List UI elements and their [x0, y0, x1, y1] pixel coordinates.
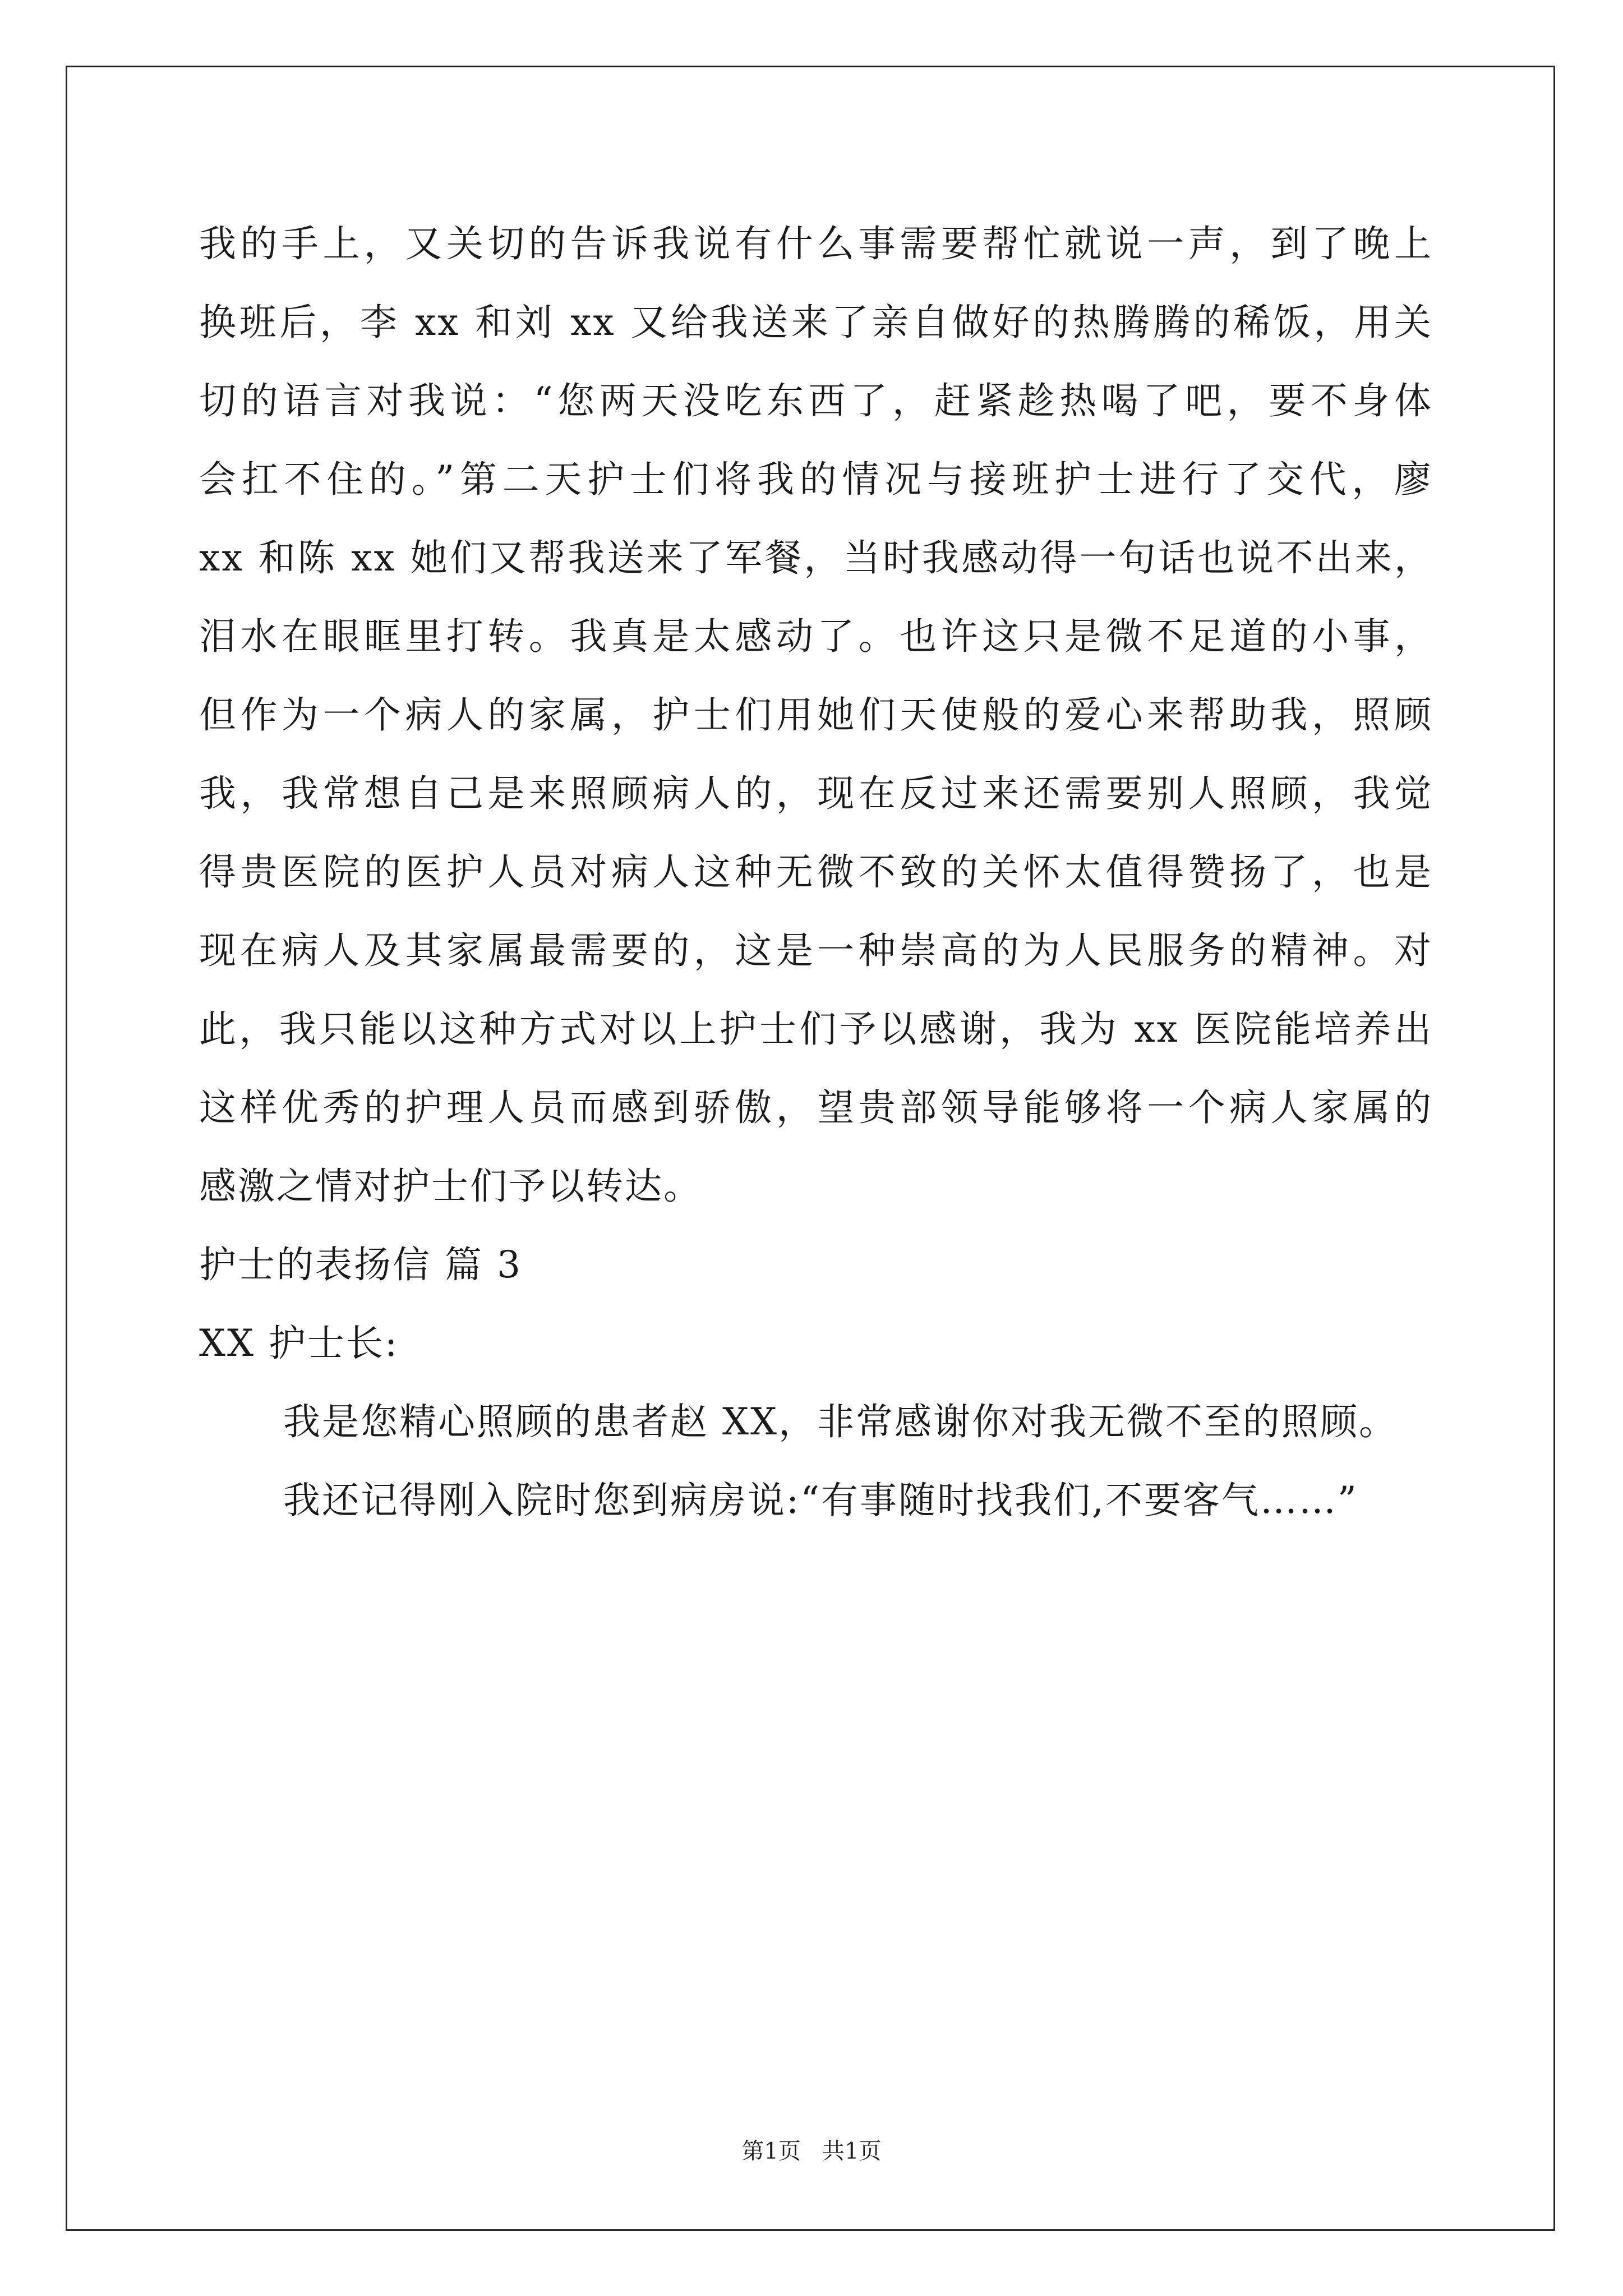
body-line: 此，我只能以这种方式对以上护士们予以感谢，我为 xx 医院能培养出 — [199, 1007, 1433, 1051]
body-line: 但作为一个病人的家属，护士们用她们天使般的爱心来帮助我，照顾 — [199, 693, 1433, 737]
page-footer: 第1页 共1页 — [741, 2138, 882, 2164]
body-line: 感激之情对护士们予以转达。 — [199, 1165, 702, 1208]
body-line: 泪水在眼眶里打转。我真是太感动了。也许这只是微不足道的小事， — [199, 615, 1433, 658]
body-line: 我，我常想自己是来照顾病人的，现在反过来还需要别人照顾，我觉 — [199, 772, 1433, 815]
letter-line: 我还记得刚入院时您到病房说:“有事随时找我们,不要客气……” — [283, 1479, 1358, 1522]
body-line: 会扛不住的。”第二天护士们将我的情况与接班护士进行了交代，廖 — [199, 458, 1433, 501]
body-line: 换班后，李 xx 和刘 xx 又给我送来了亲自做好的热腾腾的稀饭，用关 — [199, 301, 1433, 344]
body-line: 切的语言对我说：“您两天没吃东西了，赶紧趁热喝了吧，要不身体 — [199, 379, 1433, 422]
body-line: 得贵医院的医护人员对病人这种无微不致的关怀太值得赞扬了，也是 — [199, 850, 1433, 894]
salutation: XX 护士长: — [199, 1322, 399, 1365]
letter-line: 我是您精心照顾的患者赵 XX，非常感谢你对我无微不至的照顾。 — [283, 1400, 1398, 1443]
body-line: 这样优秀的护理人员而感到骄傲，望贵部领导能够将一个病人家属的 — [199, 1086, 1433, 1129]
body-line: xx 和陈 xx 她们又帮我送来了军餐，当时我感动得一句话也说不出来， — [199, 536, 1433, 579]
body-line: 现在病人及其家属最需要的，这是一种崇高的为人民服务的精神。对 — [199, 929, 1433, 972]
section-title: 护士的表扬信 篇 3 — [199, 1243, 522, 1286]
body-line: 我的手上，又关切的告诉我说有什么事需要帮忙就说一声，到了晚上 — [199, 222, 1433, 265]
